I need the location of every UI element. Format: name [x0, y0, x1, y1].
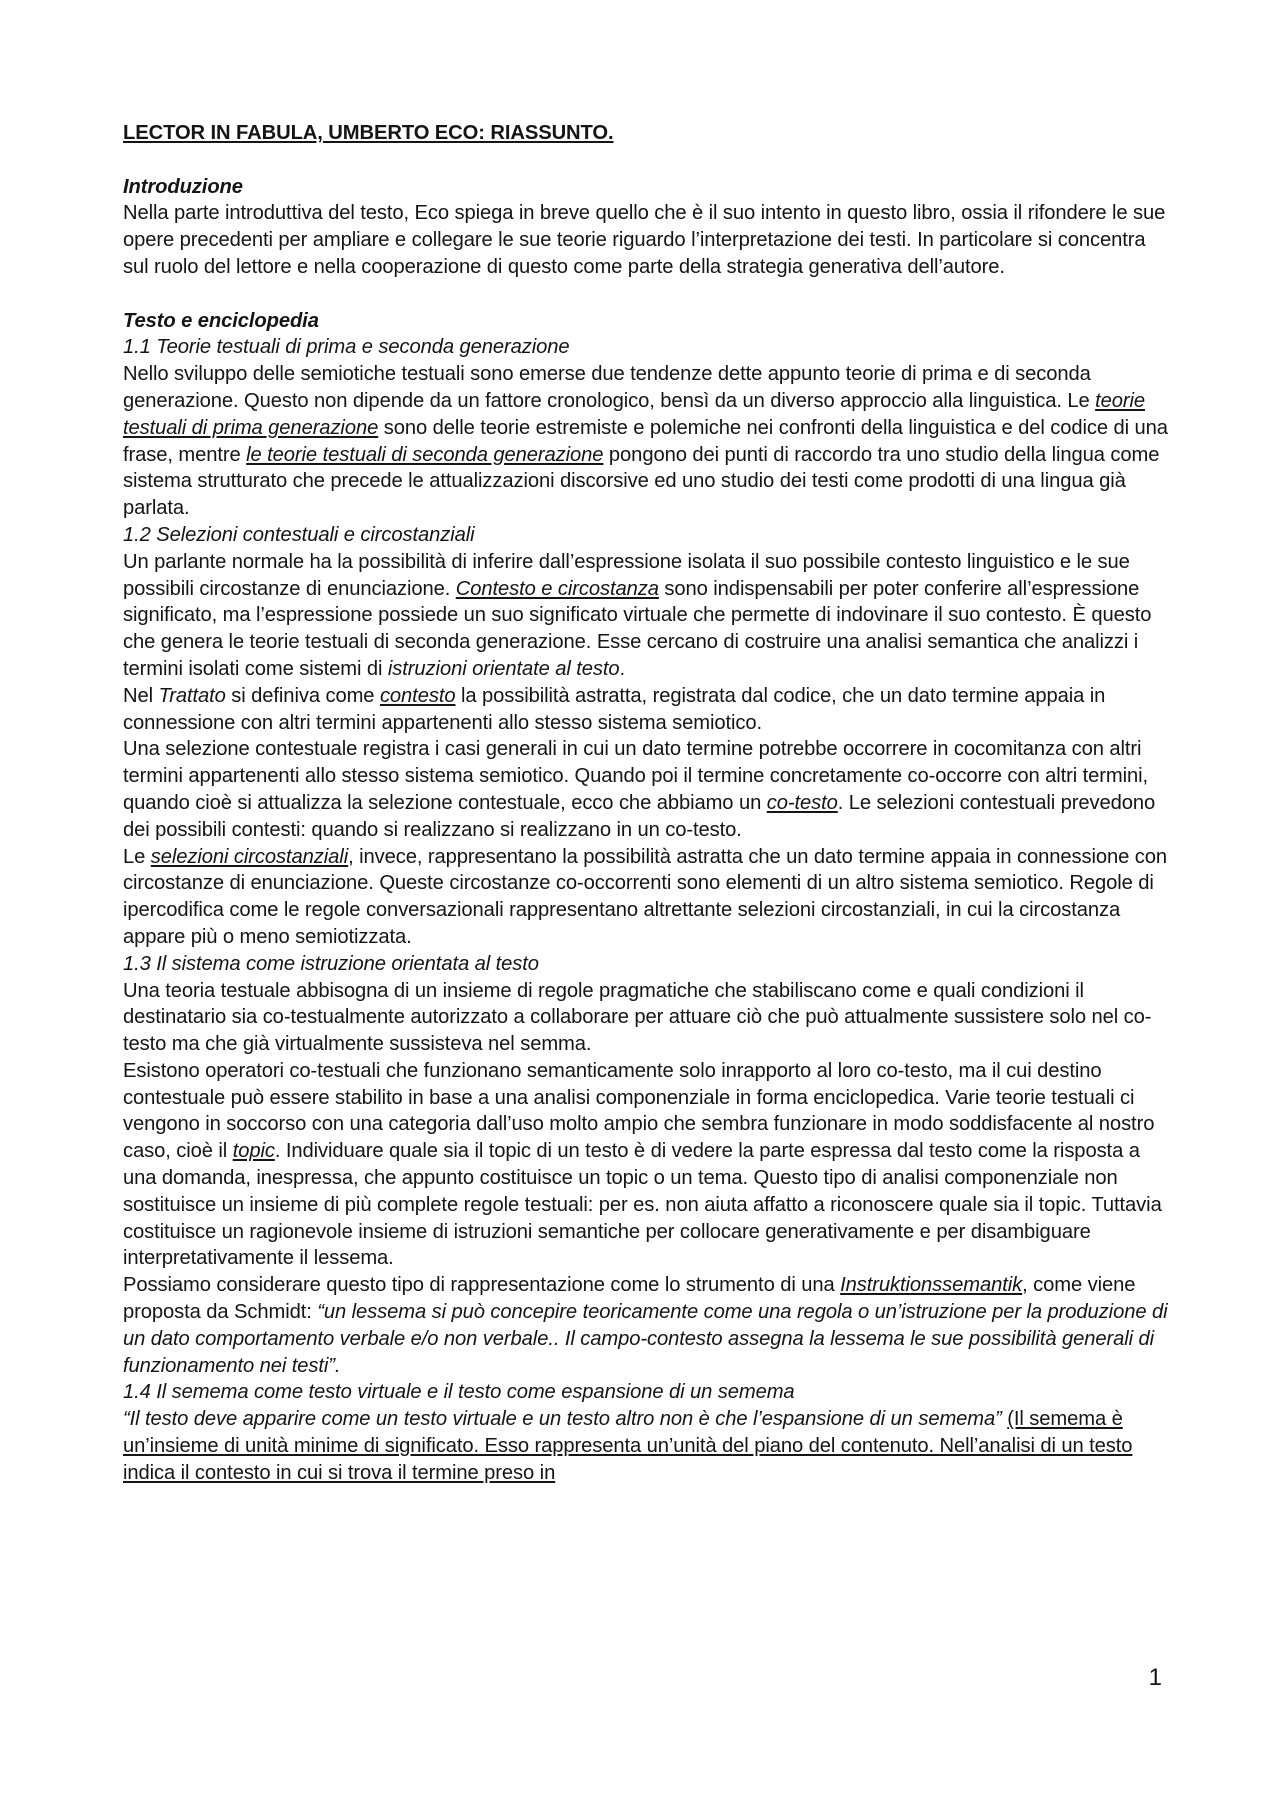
text-run: sono delle teorie estremiste e polemiche nei confronti della linguistica e del codice di una frase, mentre	[123, 416, 1168, 466]
subsection-1-2-heading: 1.2 Selezioni contestuali e circostanziali	[123, 523, 475, 546]
paragraph-1-2-a	[123, 549, 1169, 683]
intro-heading: Introduzione	[123, 175, 243, 198]
section-heading: Testo e enciclopedia	[123, 309, 319, 332]
document-title: LECTOR IN FABULA, UMBERTO ECO: RIASSUNTO.	[123, 122, 614, 144]
underlined-term: Contesto e circostanza	[455, 577, 659, 600]
paragraph-1-2-d	[123, 844, 1169, 951]
italic-term: Trattato	[158, 684, 226, 707]
spacer	[123, 281, 1169, 308]
text-run: Nel	[123, 684, 159, 707]
paragraph-1-3-a: Una teoria testuale abbisogna di un insieme di regole pragmatiche che stabiliscano come e quali condizioni il destinatario sia co-testualmente autorizzato a collaborare per attuare ciò che può attualmente sussistere solo nel co-testo ma che già virtualmente sussisteva nel semma.	[123, 979, 1152, 1056]
paragraph-1-4	[123, 1406, 1169, 1486]
text-run: Esistono operatori co-testuali che funzionano semanticamente solo inrapporto al loro co-testo, ma il cui destino contestuale può essere stabilito in base a una analisi componenziale in forma enciclopedica. Varie teorie testuali ci vengono in soccorso con una categoria dall’uso molto ampio che sembra funzionare in modo soddisfacente al nostro caso, cioè il	[123, 1059, 1155, 1163]
document-body	[123, 120, 1169, 1487]
italic-term: istruzioni orientate al testo	[387, 657, 620, 680]
subsection-1-1-heading: 1.1 Teorie testuali di prima e seconda generazione	[123, 336, 570, 359]
paragraph-1-3-c	[123, 1272, 1169, 1379]
underlined-term: Instruktionssemantik	[840, 1274, 1023, 1297]
intro-paragraph: Nella parte introduttiva del testo, Eco spiega in breve quello che è il suo intento in questo libro, ossia il rifondere le sue opere precedenti per ampliare e collegare le sue teorie riguardo l’interpretazione dei testi. In particolare si concentra sul ruolo del lettore e nella cooperazione di questo come parte della strategia generativa dell’autore.	[123, 202, 1166, 278]
text-run: sono indispensabili per poter conferire all’espressione significato, ma l’espressione possiede un suo significato virtuale che permette di indovinare il suo contesto. È questo che genera le teorie testuali di seconda generazione. Esse cercano di costruire una analisi semantica che analizzi i termini isolati come sistemi di	[123, 577, 1152, 680]
paragraph-1-2-c	[123, 736, 1169, 843]
text-run: , come viene proposta da Schmidt:	[123, 1274, 1136, 1324]
text-run: Un parlante normale ha la possibilità di inferire dall’espressione isolata il suo possibile contesto linguistico e le sue possibili circostanze di enunciazione.	[123, 550, 1130, 600]
underlined-term: contesto	[379, 684, 456, 707]
paragraph-1-2-b	[123, 683, 1169, 737]
text-run: Una selezione contestuale registra i casi generali in cui un dato termine potrebbe occorrere in cocomitanza con altri termini appartenenti allo stesso sistema semiotico. Quando poi il termine concretamente co-occorre con altri termini, quando cioè si attualizza la selezione contestuale, ecco che abbiamo un	[123, 738, 1149, 814]
underlined-term: selezioni circostanziali	[150, 845, 349, 868]
paragraph-1-3-b	[123, 1058, 1169, 1272]
subsection-1-4-heading: 1.4 Il semema come testo virtuale e il testo come espansione di un semema	[123, 1381, 795, 1404]
underlined-term: teorie testuali di prima generazione	[123, 389, 1146, 439]
underlined-term: topic	[232, 1140, 275, 1163]
paragraph-1-1	[123, 361, 1169, 522]
text-run: . Le selezioni contestuali prevedono dei possibili contesti: quando si realizzano si realizzano in un co-testo.	[123, 791, 1156, 841]
text-run: Le	[123, 845, 151, 868]
text-run: la possibilità astratta, registrata dal codice, che un dato termine appaia in connessione con altri termini appartenenti allo stesso sistema semiotico.	[123, 684, 1106, 734]
text-run: pongono dei punti di raccordo tra uno studio della lingua come sistema strutturato che precede le attualizzazioni discorsive ed uno studio dei testi come prodotti di una lingua già parlata.	[123, 443, 1160, 520]
text-run: Nello sviluppo delle semiotiche testuali sono emerse due tendenze dette appunto teorie di prima e di seconda generazione. Questo non dipende da un fattore cronologico, bensì da un diverso approccio alla linguistica. Le	[123, 363, 1096, 412]
page-number: 1	[1148, 1664, 1162, 1691]
text-run: si definiva come	[225, 684, 380, 707]
text-run: Possiamo considerare questo tipo di rappresentazione come lo strumento di una	[123, 1274, 841, 1297]
underlined-term: le teorie testuali di seconda generazione	[246, 443, 604, 466]
quotation: “Il testo deve apparire come un testo virtuale e un testo altro non è che l’espansione di un semema”	[123, 1408, 1002, 1431]
subsection-1-3-heading: 1.3 Il sistema come istruzione orientata al testo	[123, 952, 539, 975]
quotation: “un lessema si può concepire teoricamente come una regola o un’istruzione per la produzione di un dato comportamento verbale e/o non verbale.. Il campo-contesto assegna la lessema le sue possibilità generali di funzionamento nei testi”.	[123, 1301, 1168, 1377]
text-run: .	[619, 657, 626, 680]
underlined-note: (Il semema è un’insieme di unità minime di significato. Esso rappresenta un’unità del piano del contenuto. Nell’analisi di un testo indica il contesto in cui si trova il termine preso in	[123, 1408, 1133, 1484]
underlined-term: co-testo	[766, 791, 838, 814]
text-run: , invece, rappresentano la possibilità astratta che un dato termine appaia in connessione con circostanze di enunciazione. Queste circostanze co-occorrenti sono elementi di un altro sistema semiotico. Regole di ipercodifica come le regole conversazionali rappresentano altrettante selezioni circostanziali, in cui la circostanza appare più o meno semiotizzata.	[123, 845, 1168, 948]
spacer	[123, 147, 1169, 174]
text-run: . Individuare quale sia il topic di un testo è di vedere la parte espressa dal testo come la risposta a una domanda, inespressa, che appunto costituisce un topic o un tema. Questo tipo di analisi componenziale non sostituisce un insieme di più complete regole testuali: per es. non aiuta affatto a riconoscere quale sia il topic. Tuttavia costituisce un ragionevole insieme di istruzioni semantiche per collocare generativamente e per disambiguare interpretativamente il lessema.	[123, 1140, 1162, 1270]
